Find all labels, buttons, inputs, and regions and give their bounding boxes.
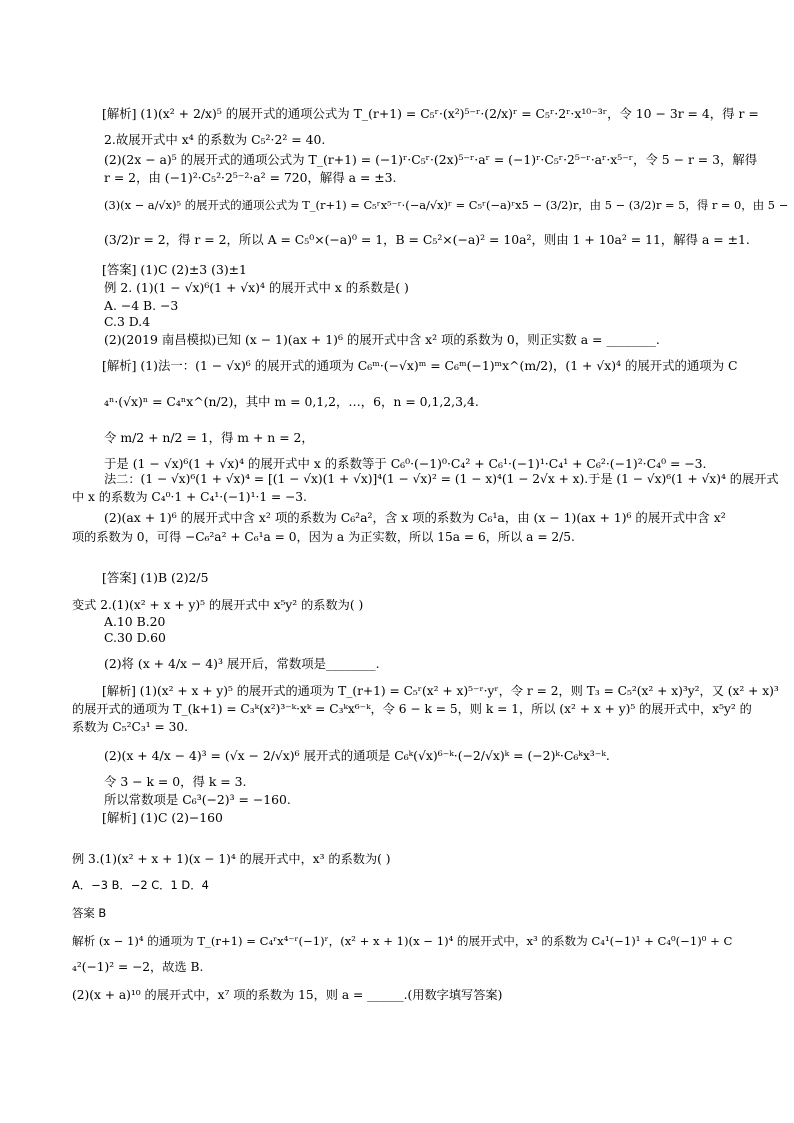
question-line: 变式 2.(1)(x² + x + y)⁵ 的展开式中 x⁵y² 的系数为( ) — [72, 598, 364, 612]
text-line: 令 m/2 + n/2 = 1，得 m + n = 2， — [104, 430, 314, 445]
answer-line: [答案] (1)C (2)±3 (3)±1 — [102, 262, 247, 277]
text-line: 2.故展开式中 x⁴ 的系数为 C₅²·2² = 40. — [104, 132, 326, 147]
text-line: r = 2，由 (−1)²·C₅²·2⁵⁻²·a² = 720，解得 a = ±3. — [104, 170, 397, 185]
answer-line: [解析] (1)C (2)−160 — [102, 810, 223, 825]
text-line: 中 x 的系数为 C₄⁰·1 + C₄¹·(−1)¹·1 = −3. — [72, 490, 307, 504]
text-line: 所以常数项是 C₆³(−2)³ = −160. — [104, 792, 291, 807]
text-line: 的展开式的通项为 T_(k+1) = C₃ᵏ(x²)³⁻ᵏ·xᵏ = C₃ᵏx⁶⁻ᵏ，令 6 − k = 5，则 k = 1，所以 (x² + x + y)⁵ 的展开式中，x⁵y² 的 — [72, 702, 752, 716]
text-line: [解析] (1)(x² + x + y)⁵ 的展开式的通项为 T_(r+1) = C₅ʳ(x² + x)⁵⁻ʳ·yʳ，令 r = 2，则 T₃ = C₅²(x² + x)³y²，又 (x² + x)³ — [102, 684, 779, 698]
choice-line: C.3 D.4 — [104, 314, 151, 329]
text-line: 解析 (x − 1)⁴ 的通项为 T_(r+1) = C₄ʳx⁴⁻ʳ(−1)ʳ，(x² + x + 1)(x − 1)⁴ 的展开式中，x³ 的系数为 C₄¹(−1)¹ + C₄⁰(−1)⁰ + C — [72, 934, 733, 948]
text-line: 项的系数为 0，可得 −C₆²a² + C₆¹a = 0，因为 a 为正实数，所以 15a = 6，所以 a = 2/5. — [72, 530, 575, 544]
question-line: (2)(2019 南昌模拟)已知 (x − 1)(ax + 1)⁶ 的展开式中含 x² 项的系数为 0，则正实数 a = ________. — [104, 332, 660, 347]
question-line: 例 3.(1)(x² + x + 1)(x − 1)⁴ 的展开式中，x³ 的系数为( ) — [72, 852, 391, 866]
answer-line: [答案] (1)B (2)2/5 — [102, 570, 209, 585]
choice-line: C.30 D.60 — [104, 630, 166, 645]
text-line: 令 3 − k = 0，得 k = 3. — [104, 774, 247, 789]
choice-line: A. −4 B. −3 — [104, 298, 179, 313]
text-line: (2)(x + 4/x − 4)³ = (√x − 2/√x)⁶ 展开式的通项是 C₆ᵏ(√x)⁶⁻ᵏ·(−2/√x)ᵏ = (−2)ᵏ·C₆ᵏx³⁻ᵏ. — [104, 748, 610, 763]
choice-line: A．−3 B．−2 C．1 D．4 — [72, 878, 209, 892]
text-line: 于是 (1 − √x)⁶(1 + √x)⁴ 的展开式中 x 的系数等于 C₆⁰·(−1)⁰·C₄² + C₆¹·(−1)¹·C₄¹ + C₆²·(−1)²·C₄⁰ = −3. — [104, 456, 707, 471]
text-line: (3)(x − a/√x)⁵ 的展开式的通项公式为 T_(r+1) = C₅ʳx⁵⁻ʳ·(−a/√x)ʳ = C₅ʳ(−a)ʳx5 − (3/2)r，由 5 − (3/2)r = 5，得 r = 0，由 5 − — [104, 198, 789, 212]
text-line: ₄²(−1)² = −2，故选 B. — [72, 960, 204, 974]
text-line: (2)(ax + 1)⁶ 的展开式中含 x² 项的系数为 C₆²a²，含 x 项的系数为 C₆¹a，由 (x − 1)(ax + 1)⁶ 的展开式中含 x² — [104, 510, 726, 525]
question-line: (2)(x + a)¹⁰ 的展开式中，x⁷ 项的系数为 15，则 a = ______.(用数字填写答案) — [72, 988, 503, 1002]
text-line: (2)(2x − a)⁵ 的展开式的通项公式为 T_(r+1) = (−1)ʳ·C₅ʳ·(2x)⁵⁻ʳ·aʳ = (−1)ʳ·C₅ʳ·2⁵⁻ʳ·aʳ·x⁵⁻ʳ，令 5 − r = 3，解得 — [104, 152, 758, 167]
question-line: 例 2. (1)(1 − √x)⁶(1 + √x)⁴ 的展开式中 x 的系数是( ) — [104, 280, 409, 295]
text-line: 法二：(1 − √x)⁶(1 + √x)⁴ = [(1 − √x)(1 + √x)]⁴(1 − √x)² = (1 − x)⁴(1 − 2√x + x).于是 (1 − √x)⁶(1 + √x)⁴ 的展开式 — [104, 472, 779, 486]
text-line: (3/2)r = 2，得 r = 2，所以 A = C₅⁰×(−a)⁰ = 1，B = C₅²×(−a)² = 10a²，则由 1 + 10a² = 11，解得 a = ±1. — [104, 232, 750, 247]
choice-line: A.10 B.20 — [104, 614, 166, 629]
question-line: (2)将 (x + 4/x − 4)³ 展开后，常数项是________. — [104, 656, 380, 671]
text-line: [解析] (1)(x² + 2/x)⁵ 的展开式的通项公式为 T_(r+1) = C₅ʳ·(x²)⁵⁻ʳ·(2/x)ʳ = C₅ʳ·2ʳ·x¹⁰⁻³ʳ，令 10 − 3r = 4，得 r = — [102, 106, 759, 121]
answer-line: 答案 B — [72, 906, 107, 920]
text-line: 系数为 C₅²C₃¹ = 30. — [72, 720, 188, 734]
text-line: [解析] (1)法一：(1 − √x)⁶ 的展开式的通项为 C₆ᵐ·(−√x)ᵐ = C₆ᵐ(−1)ᵐx^(m/2)，(1 + √x)⁴ 的展开式的通项为 C — [102, 358, 738, 373]
text-line: ₄ⁿ·(√x)ⁿ = C₄ⁿx^(n/2)，其中 m = 0,1,2，…，6，n = 0,1,2,3,4. — [104, 394, 479, 409]
